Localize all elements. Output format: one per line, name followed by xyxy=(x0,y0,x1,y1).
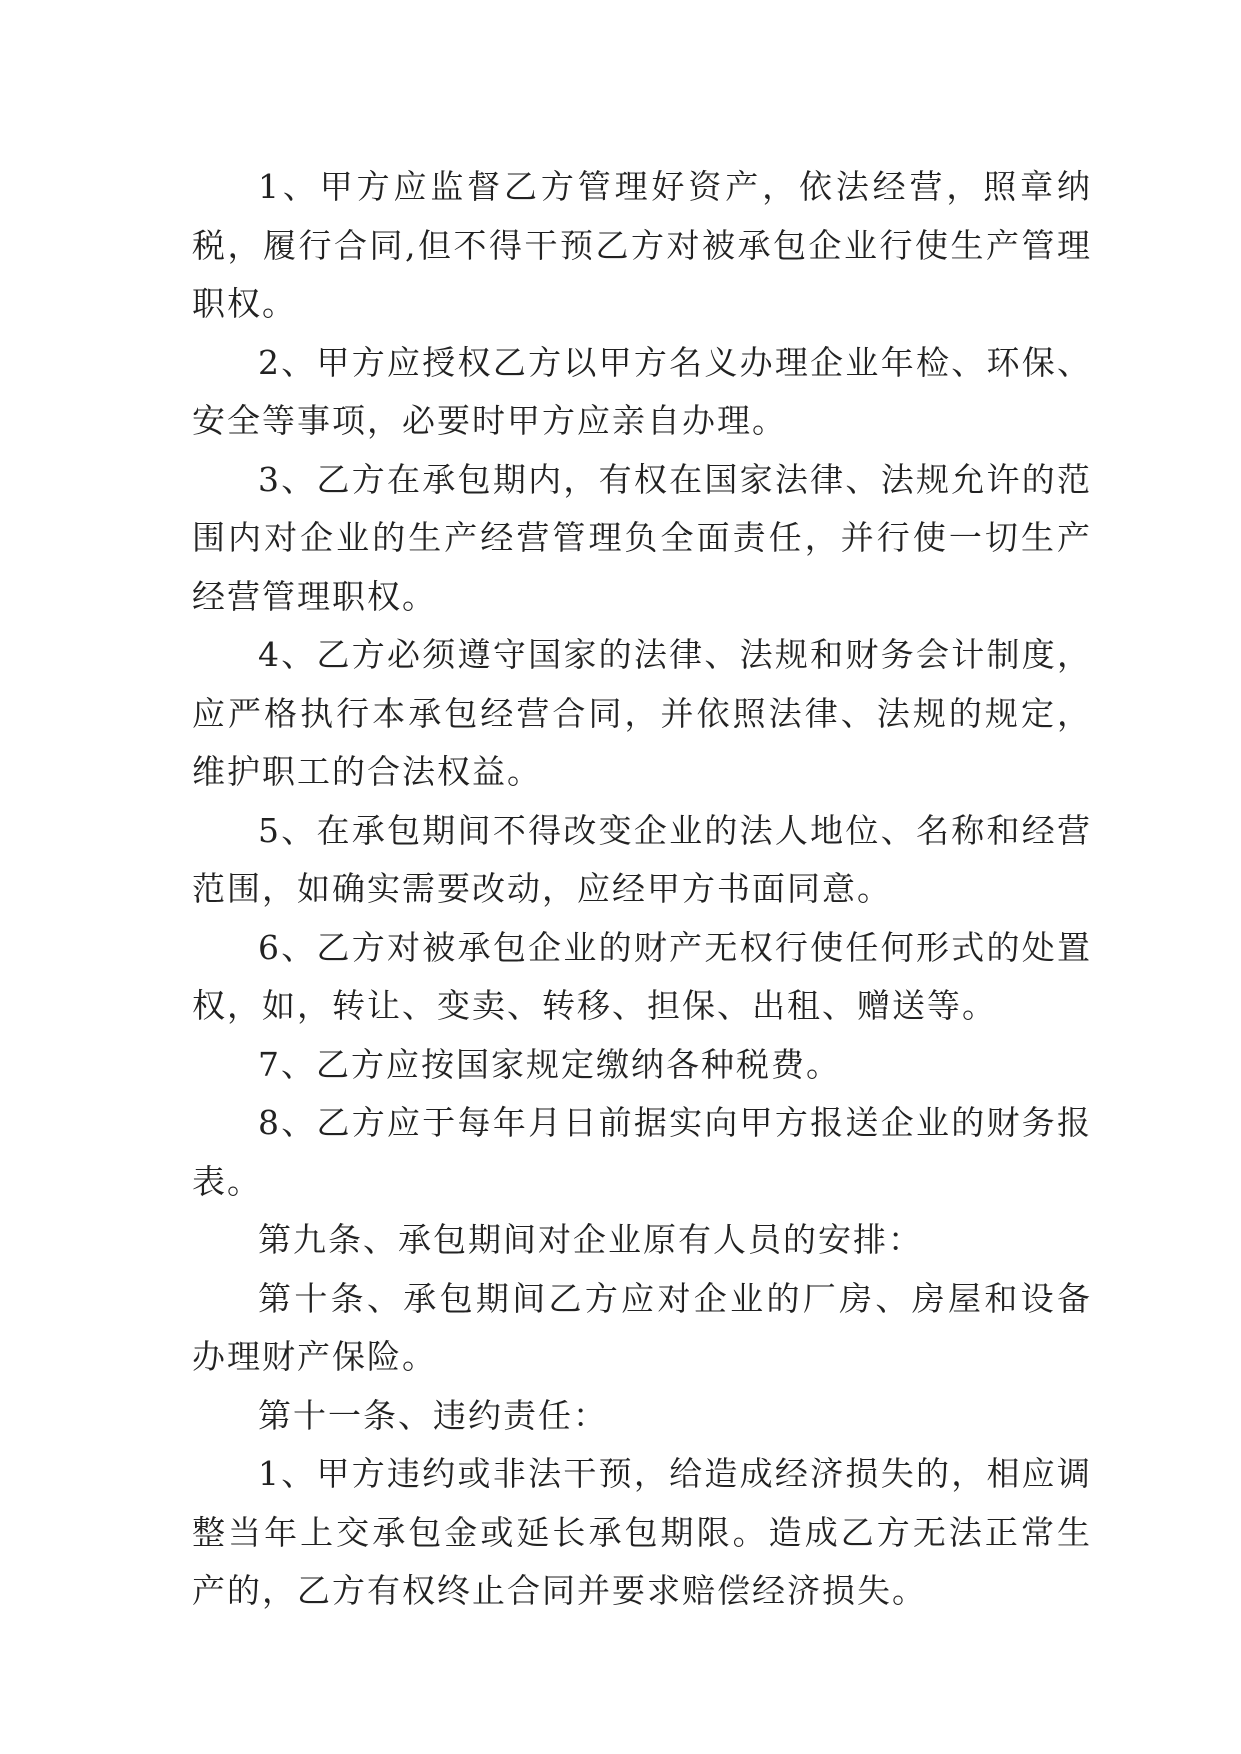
document-body xyxy=(192,158,1092,1621)
paragraph-clause-4: 4、乙方必须遵守国家的法律、法规和财务会计制度，应严格执行本承包经营合同，并依照法律、法规的规定，维护职工的合法权益。 xyxy=(192,635,1092,791)
paragraph-clause-2: 2、甲方应授权乙方以甲方名义办理企业年检、环保、安全等事项，必要时甲方应亲自办理。 xyxy=(192,342,1092,440)
article-10-paragraph: 第十条、承包期间乙方应对企业的厂房、房屋和设备办理财产保险。 xyxy=(192,1278,1092,1376)
paragraph-clause-5: 5、在承包期间不得改变企业的法人地位、名称和经营范围，如确实需要改动，应经甲方书面同意。 xyxy=(192,810,1092,908)
article-11-heading: 第十一条、违约责任： xyxy=(258,1395,608,1435)
paragraph-clause-8: 8、乙方应于每年月日前据实向甲方报送企业的财务报表。 xyxy=(192,1103,1092,1201)
paragraph-clause-6: 6、乙方对被承包企业的财产无权行使任何形式的处置权，如，转让、变卖、转移、担保、出租、赠送等。 xyxy=(192,927,1092,1025)
paragraph-clause-7: 7、乙方应按国家规定缴纳各种税费。 xyxy=(258,1044,841,1084)
paragraph-clause-1: 1、甲方应监督乙方管理好资产，依法经营，照章纳税，履行合同,但不得干预乙方对被承包企业行使生产管理职权。 xyxy=(192,167,1092,323)
article-9-heading: 第九条、承包期间对企业原有人员的安排： xyxy=(258,1220,923,1259)
breach-clause-1: 1、甲方违约或非法干预，给造成经济损失的，相应调整当年上交承包金或延长承包期限。造成乙方无法正常生产的，乙方有权终止合同并要求赔偿经济损失。 xyxy=(192,1454,1092,1610)
paragraph-clause-3: 3、乙方在承包期内，有权在国家法律、法规允许的范围内对企业的生产经营管理负全面责任，并行使一切生产经营管理职权。 xyxy=(192,459,1092,616)
